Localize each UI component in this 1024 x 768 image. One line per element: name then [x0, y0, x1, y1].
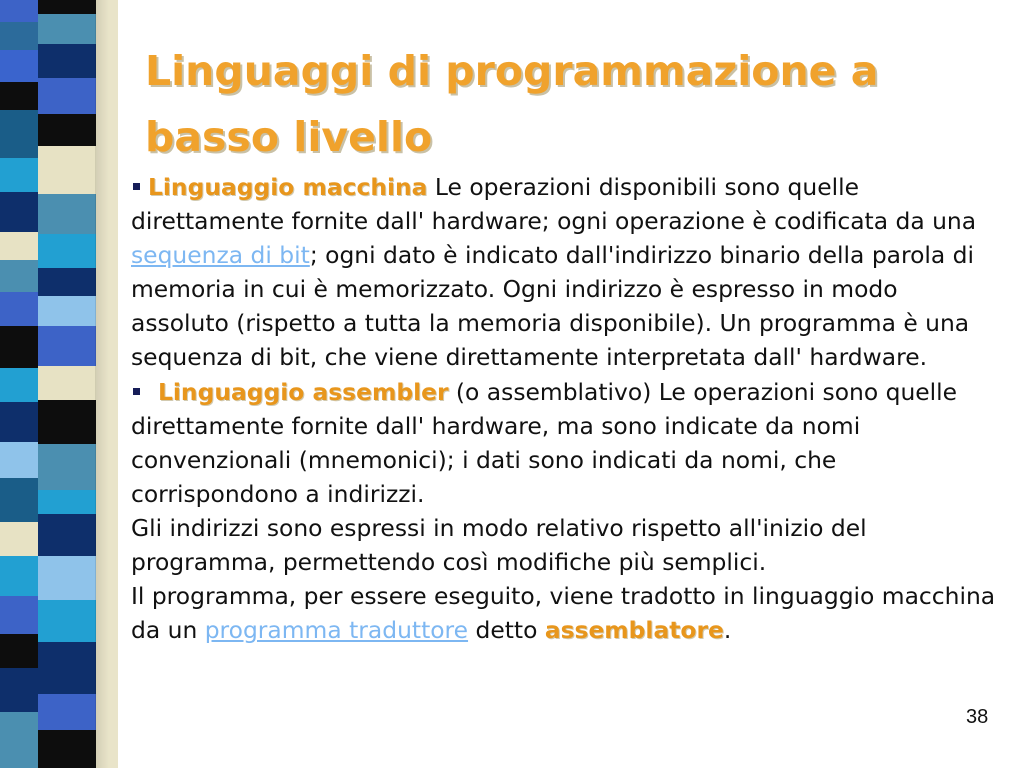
term-linguaggio-assembler: Linguaggio assembler: [158, 377, 449, 406]
slide-title: Linguaggi di programmazione a basso livello: [145, 47, 879, 161]
stripe: [38, 490, 96, 514]
stripe: [38, 514, 96, 556]
stripe: [0, 712, 38, 768]
stripe: [38, 268, 96, 296]
stripe: [38, 694, 96, 730]
paragraph-text: (o assemblativo) Le operazioni sono quelle direttamente fornite dall' hardware, ma sono indicate da nomi convenzionali (mnemonici); i dati sono indicati da nomi, che corrispondono a indirizzi.: [131, 377, 958, 508]
stripe: [38, 234, 96, 268]
stripe: [0, 232, 38, 260]
paragraph-text: Le operazioni disponibili sono quelle direttamente fornite dall' hardware; ogni operazione è codificata da una: [131, 173, 977, 236]
decorative-stripe-bar: [0, 0, 118, 768]
slide-body: [131, 170, 1001, 647]
square-bullet-icon: [133, 388, 140, 395]
stripe: [38, 146, 96, 194]
stripe: [0, 556, 38, 596]
stripe: [38, 444, 96, 490]
stripe: [0, 260, 38, 292]
paragraph-indirizzi: Gli indirizzi sono espressi in modo relativo rispetto all'inizio del programma, permettendo così modifiche più semplici.: [131, 513, 867, 577]
paragraph-linguaggio-assembler: [131, 375, 1001, 511]
stripe: [0, 402, 38, 442]
stripe-column-left: [0, 0, 38, 768]
link-sequenza-di-bit[interactable]: sequenza di bit: [131, 241, 310, 270]
paragraph-text: detto: [468, 616, 545, 645]
term-linguaggio-macchina: Linguaggio macchina: [148, 173, 428, 201]
stripe: [0, 326, 38, 368]
stripe: [0, 22, 38, 50]
paragraph-text: .: [723, 616, 732, 645]
stripe-column-middle: [38, 0, 96, 768]
stripe: [0, 522, 38, 556]
stripe: [38, 296, 96, 326]
stripe: [0, 478, 38, 522]
stripe: [38, 600, 96, 642]
stripe: [0, 50, 38, 82]
stripe: [0, 368, 38, 402]
paragraph-linguaggio-macchina: [131, 170, 1001, 375]
stripe: [0, 0, 38, 22]
stripe: [0, 634, 38, 668]
stripe: [0, 158, 38, 192]
stripe: [38, 114, 96, 146]
stripe: [38, 44, 96, 78]
stripe: [0, 82, 38, 110]
paragraph-text: ; ogni dato è indicato dall'indirizzo binario della parola di memoria in cui è memorizzato. Ogni indirizzo è espresso in modo assoluto (rispetto a tutta la memoria disponibile). Un programma è una sequenza di bit, che viene direttamente interpretata dall' hardware.: [131, 241, 975, 372]
square-bullet-icon: [133, 183, 140, 190]
stripe: [38, 556, 96, 600]
stripe: [38, 78, 96, 114]
stripe: [0, 596, 38, 634]
stripe: [38, 366, 96, 400]
link-programma-traduttore[interactable]: programma traduttore: [204, 616, 469, 645]
term-assemblatore: assemblatore: [544, 616, 724, 645]
stripe: [0, 292, 38, 326]
stripe: [38, 14, 96, 44]
stripe: [0, 110, 38, 158]
stripe-shadow: [95, 0, 109, 768]
stripe: [38, 400, 96, 444]
stripe: [38, 326, 96, 366]
stripe: [38, 0, 96, 14]
paragraph-traduzione: [131, 579, 1001, 647]
stripe: [0, 442, 38, 478]
stripe: [38, 730, 96, 768]
paragraph-text: Il programma, per essere eseguito, viene tradotto in linguaggio macchina da un: [131, 582, 996, 645]
stripe: [0, 192, 38, 232]
stripe: [38, 642, 96, 694]
stripe: [38, 194, 96, 234]
page-number: 38: [966, 706, 989, 728]
stripe: [0, 668, 38, 712]
